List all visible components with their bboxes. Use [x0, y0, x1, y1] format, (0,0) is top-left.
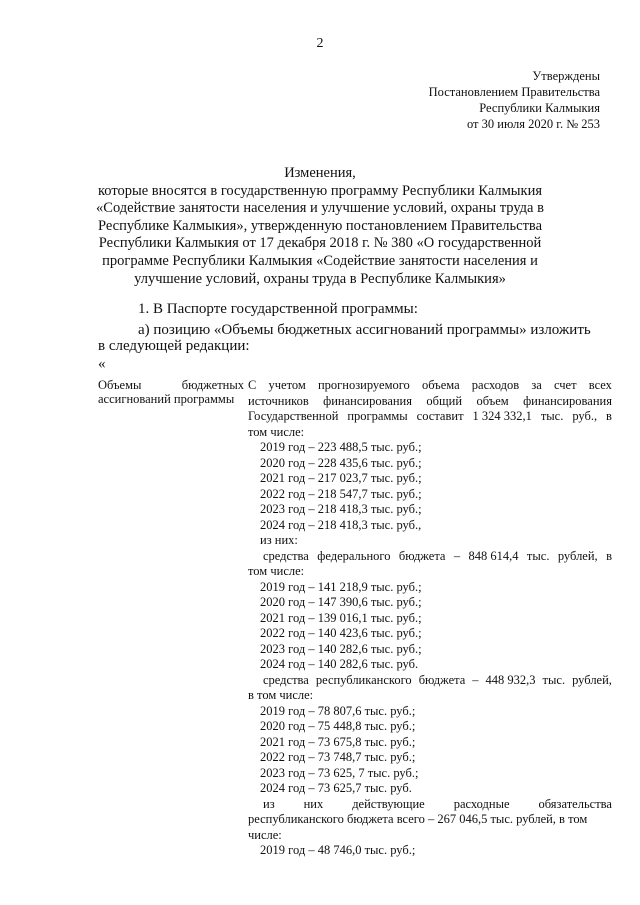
heading-line: Республики Калмыкия от 17 декабря 2018 г. № 380 «О государственной — [98, 235, 542, 252]
intro-line: том числе: — [248, 424, 305, 439]
word: рублей, — [572, 672, 612, 687]
year-row: 2022 год – 73 748,7 тыс. руб.; — [260, 750, 416, 764]
intro-line — [248, 394, 612, 410]
year-row: 2021 год – 73 675,8 тыс. руб.; — [260, 734, 416, 749]
heading-line: программе Республики Калмыкия «Содействие занятости населения и — [102, 252, 538, 269]
word: в — [606, 548, 612, 563]
year-row: 2022 год – 140 423,6 тыс. руб.; — [260, 626, 422, 640]
year-row: 2023 год – 73 625, 7 тыс. руб.; — [260, 765, 419, 780]
word: расходные — [453, 796, 510, 811]
word: за — [531, 378, 542, 392]
word: прогнозируемого — [317, 378, 410, 392]
approval-line: Республики Калмыкия — [479, 101, 600, 115]
word: всех — [588, 378, 612, 392]
word: Государственной — [248, 409, 339, 423]
label-word: Объемы — [98, 378, 142, 392]
word: федерального — [317, 548, 391, 563]
year-row: 2020 год – 228 435,6 тыс. руб.; — [260, 455, 422, 470]
heading-line: улучшение условий, охраны труда в Республике Калмыкия» — [134, 270, 506, 287]
label-line: ассигнований программы — [98, 392, 235, 406]
word: руб., — [572, 409, 598, 423]
republic-line — [248, 673, 612, 689]
year-row: 2021 год – 139 016,1 тыс. руб.; — [260, 610, 422, 625]
word: программы — [347, 409, 408, 423]
label-word: бюджетных — [181, 378, 244, 392]
word: – — [453, 548, 461, 563]
word: общий — [426, 393, 463, 408]
approval-line: Постановлением Правительства — [428, 85, 600, 99]
year-row: 2024 год – 218 418,3 тыс. руб., — [260, 517, 422, 532]
word: из — [263, 796, 275, 811]
year-row: 2019 год – 141 218,9 тыс. руб.; — [260, 579, 422, 594]
word: республиканского — [315, 672, 412, 687]
word: обязательства — [538, 796, 612, 811]
obligations-line3: числе: — [248, 827, 282, 842]
word: действующие — [352, 796, 425, 811]
word: 1 324 332,1 — [472, 409, 532, 423]
year-row: 2023 год – 140 282,6 тыс. руб.; — [260, 641, 422, 656]
republic-line2: в том числе: — [248, 688, 314, 702]
word: источников — [248, 393, 309, 408]
federal-line2: том числе: — [248, 564, 305, 578]
word: рублей, — [557, 548, 598, 563]
year-row: 2019 год – 48 746,0 тыс. руб.; — [260, 843, 416, 857]
heading-line: «Содействие занятости населения и улучшение условий, охраны труда в — [96, 200, 544, 217]
year-row: 2019 год – 78 807,6 тыс. руб.; — [260, 703, 416, 718]
word: 448 932,3 — [485, 672, 536, 687]
year-row: 2021 год – 217 023,7 тыс. руб.; — [260, 471, 422, 485]
page-number: 2 — [316, 36, 324, 51]
year-row: 2020 год – 75 448,8 тыс. руб.; — [260, 719, 416, 733]
word: в — [606, 409, 612, 423]
approval-date: от 30 июля 2020 г. № 253 — [466, 117, 600, 131]
approval-line: Утверждены — [532, 69, 600, 83]
year-row: 2022 год – 218 547,7 тыс. руб.; — [260, 486, 422, 501]
word: 848 614,4 — [468, 548, 519, 563]
heading-title: Изменения, — [284, 165, 356, 181]
obligations-line — [248, 797, 612, 813]
heading-line: которые вносятся в государственную программу Республики Калмыкия — [97, 182, 543, 199]
word: С — [248, 378, 257, 392]
section-1-heading: 1. В Паспорте государственной программы: — [138, 301, 418, 317]
word: учетом — [268, 378, 306, 392]
year-row: 2019 год – 223 488,5 тыс. руб.; — [260, 440, 422, 454]
word: объем — [476, 393, 509, 408]
word: расходов — [471, 378, 520, 392]
item-a-line2: в следующей редакции: — [98, 338, 250, 354]
year-row: 2024 год – 73 625,7 тыс. руб. — [260, 781, 412, 795]
heading-line: Республике Калмыкия», утвержденную постановлением Правительства — [97, 217, 543, 234]
word: тыс. — [540, 409, 564, 423]
word: тыс. — [542, 672, 566, 687]
word: финансирования — [323, 393, 412, 408]
word: средства — [263, 548, 309, 563]
word: тыс. — [526, 548, 550, 563]
word: финансирования — [523, 393, 612, 408]
word: средства — [263, 672, 309, 687]
intro-line — [248, 409, 612, 425]
year-row: 2020 год – 147 390,6 тыс. руб.; — [260, 595, 422, 609]
word: бюджета — [398, 548, 446, 563]
open-quote: « — [98, 356, 106, 372]
federal-line — [248, 549, 612, 565]
year-row: 2024 год – 140 282,6 тыс. руб. — [260, 657, 419, 671]
approval-block — [429, 68, 600, 132]
word: составит — [416, 409, 464, 423]
word: счет — [553, 378, 577, 392]
item-a-line1: а) позицию «Объемы бюджетных ассигнований программы» изложить — [138, 322, 591, 338]
budget-label — [98, 378, 244, 406]
of-them: из них: — [260, 533, 298, 547]
obligations-line2: республиканского бюджета всего – 267 046,5 тыс. рублей, в том — [248, 812, 588, 826]
word: объема — [421, 378, 460, 392]
budget-content — [248, 378, 612, 859]
word: бюджета — [418, 672, 466, 687]
intro-line — [248, 378, 612, 394]
word: них — [303, 796, 324, 811]
year-row: 2023 год – 218 418,3 тыс. руб.; — [260, 502, 422, 516]
document-heading — [0, 165, 640, 288]
word: – — [472, 672, 479, 687]
